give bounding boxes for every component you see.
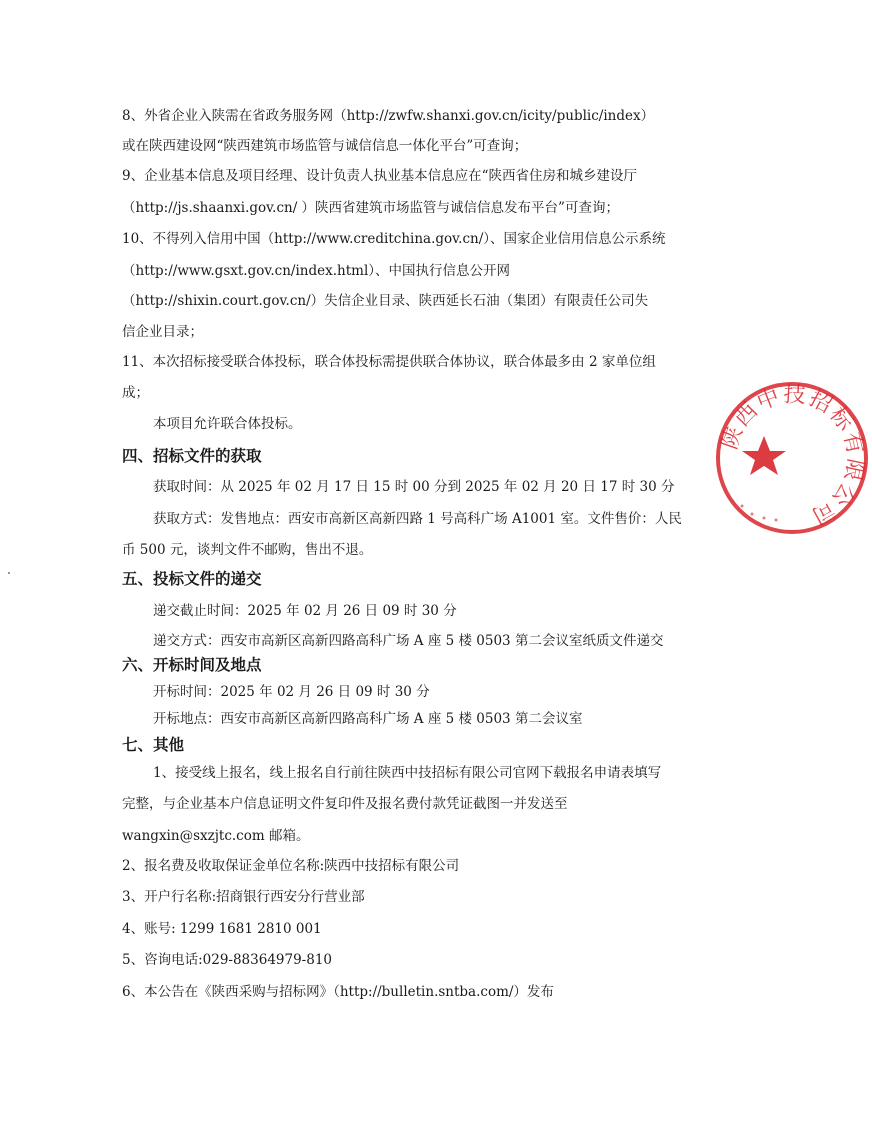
official-seal — [712, 378, 872, 538]
section-5-deadline: 递交截止时间：2025 年 02 月 26 日 09 时 30 分 — [153, 603, 457, 619]
clause-11-line-1: 11、本次招标接受联合体投标，联合体投标需提供联合体协议，联合体最多由 2 家单位组 — [122, 354, 656, 370]
section-4-time: 获取时间：从 2025 年 02 月 17 日 15 时 00 分到 2025 年 02 月 20 日 17 时 30 分 — [153, 479, 675, 495]
section-6-place: 开标地点：西安市高新区高新四路高科广场 A 座 5 楼 0503 第二会议室 — [153, 711, 583, 727]
clause-10-line-3: （http://shixin.court.gov.cn/）失信企业目录、陕西延长石油（集团）有限责任公司失 — [122, 293, 649, 309]
scan-speck — [8, 572, 10, 574]
section-6-time: 开标时间：2025 年 02 月 26 日 09 时 30 分 — [153, 684, 430, 700]
section-7-item-6: 6、本公告在《陕西采购与招标网》（http://bulletin.sntba.com/）发布 — [122, 984, 554, 1000]
section-5-heading: 五、投标文件的递交 — [122, 569, 262, 588]
clause-9-line-1: 9、企业基本信息及项目经理、设计负责人执业基本信息应在“陕西省住房和城乡建设厅 — [122, 168, 637, 184]
section-4-method-line-2: 币 500 元，谈判文件不邮购，售出不退。 — [122, 542, 373, 558]
section-7-heading: 七、其他 — [122, 735, 185, 754]
clause-11-line-3: 本项目允许联合体投标。 — [153, 416, 302, 432]
seal-stamp-icon — [712, 378, 872, 538]
section-7-item-3: 3、开户行名称:招商银行西安分行营业部 — [122, 889, 365, 905]
section-4-heading: 四、招标文件的获取 — [122, 446, 262, 465]
section-4-method-line-1: 获取方式：发售地点：西安市高新区高新四路 1 号高科广场 A1001 室。文件售价：人民 — [153, 511, 682, 527]
section-7-item-1-line-3: wangxin@sxzjtc.com 邮箱。 — [122, 828, 310, 844]
clause-10-line-4: 信企业目录； — [122, 324, 203, 340]
clause-9-line-2: （http://js.shaanxi.gov.cn/ ）陕西省建筑市场监管与诚信信息发布平台”可查询； — [122, 200, 619, 216]
section-7-item-2: 2、报名费及收取保证金单位名称:陕西中技招标有限公司 — [122, 858, 460, 874]
clause-10-line-2: （http://www.gsxt.gov.cn/index.html）、中国执行信息公开网 — [122, 263, 511, 279]
seal-text: 陕西中技招标有限公司 — [717, 382, 868, 530]
section-7-item-4: 4、账号: 1299 1681 2810 001 — [122, 921, 322, 937]
clause-8-line-2: 或在陕西建设网“陕西建筑市场监管与诚信信息一体化平台”可查询； — [122, 138, 528, 154]
section-7-item-1-line-2: 完整，与企业基本户信息证明文件复印件及报名费付款凭证截图一并发送至 — [122, 796, 568, 812]
section-7-item-5: 5、咨询电话:029-88364979-810 — [122, 952, 333, 968]
section-6-heading: 六、开标时间及地点 — [122, 655, 262, 674]
section-5-method: 递交方式：西安市高新区高新四路高科广场 A 座 5 楼 0503 第二会议室纸质文件递交 — [153, 633, 664, 649]
section-7-item-1-line-1: 1、接受线上报名，线上报名自行前往陕西中技招标有限公司官网下载报名申请表填写 — [153, 765, 662, 781]
clause-11-line-2: 成； — [122, 385, 149, 401]
clause-8-line-1: 8、外省企业入陕需在省政务服务网（http://zwfw.shanxi.gov.cn/icity/public/index） — [122, 108, 655, 124]
svg-text:陕西中技招标有限公司 — [717, 382, 868, 529]
clause-10-line-1: 10、不得列入信用中国（http://www.creditchina.gov.cn/）、国家企业信用信息公示系统 — [122, 231, 666, 247]
